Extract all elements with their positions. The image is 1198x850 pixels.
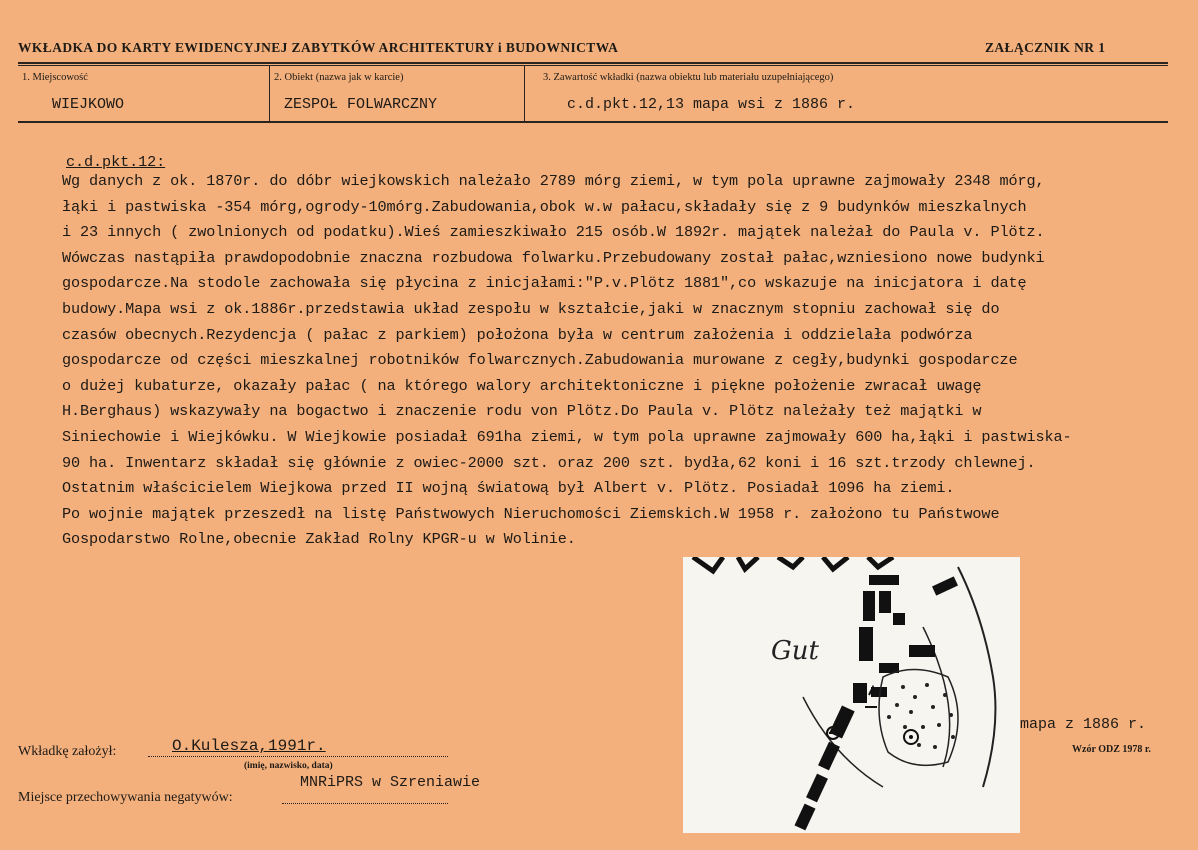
field-locality-label: 1. Miejscowość	[22, 72, 88, 83]
historic-map-image	[683, 557, 1020, 833]
field-content-label: 3. Zawartość wkładki (nazwa obiektu lub materiału uzupełniającego)	[543, 72, 834, 83]
attachment-number: ZAŁĄCZNIK NR 1	[985, 40, 1106, 55]
field-object-label: 2. Obiekt (nazwa jak w karcie)	[274, 72, 404, 83]
body-line: Ostatnim właścicielem Wiejkowa przed II wojną światową był Albert v. Plötz. Posiadał 1096 ha ziemi.	[62, 479, 955, 498]
field-object-value: ZESPOŁ FOLWARCZNY	[284, 96, 438, 113]
body-line: łąki i pastwiska -354 mórg,ogrody-10mórg.Zabudowania,obok w.w pałacu,składały się z 9 budynków mieszkalnych	[62, 197, 1027, 216]
body-line: Po wojnie majątek przeszedł na listę Państwowych Nieruchomości Ziemskich.W 1958 r. założono tu Państwowe	[62, 504, 1000, 523]
map-drawing	[683, 557, 1020, 833]
body-line: gospodarcze.Na stodole zachowała się płycina z inicjałami:"P.v.Plötz 1881",co wskazuje na inicjatora i datę	[62, 274, 1027, 293]
map-label: Gut	[771, 636, 819, 666]
storage-label: Miejsce przechowywania negatywów:	[18, 790, 233, 805]
form-title: WKŁADKA DO KARTY EWIDENCYJNEJ ZABYTKÓW ARCHITEKTURY i BUDOWNICTWA	[18, 40, 619, 55]
storage-value: MNRiPRS w Szreniawie	[300, 774, 481, 791]
field-locality	[18, 66, 270, 122]
body-line: 90 ha. Inwentarz składał się głównie z owiec-2000 szt. oraz 200 szt. bydła,62 koni i 16 szt.trzody chlewnej.	[62, 453, 1036, 472]
body-line: Gospodarstwo Rolne,obecnie Zakład Rolny KPGR-u w Wolinie.	[62, 530, 576, 549]
body-line: czasów obecnych.Rezydencja ( pałac z parkiem) położona była w centrum założenia i oddzielała podwórza	[62, 325, 973, 344]
body-line: gospodarcze od części mieszkalnej robotników folwarcznych.Zabudowania murowane z cegły,budynki gospodarcze	[62, 351, 1018, 370]
author-dotted-line	[148, 756, 448, 757]
map-caption: mapa z 1886 r.	[1020, 716, 1147, 733]
author-value: O.Kulesza,1991r.	[172, 737, 326, 755]
fields-bottom-rule	[18, 121, 1168, 123]
body-line: budowy.Mapa wsi z ok.1886r.przedstawia układ zespołu w kształcie,jaki w znacznym stopniu zachował się do	[62, 300, 1000, 318]
body-line: i 23 innych ( zwolnionych od podatku).Wieś zamieszkiwało 215 osób.W 1892r. majątek należał do Paula v. Plötz.	[62, 223, 1045, 242]
body-line: Siniechowie i Wiejkówku. W Wiejkowie posiadał 691ha ziemi, w tym pola uprawne zajmowały 600 ha,łąki i pastwiska-	[62, 428, 1072, 446]
field-locality-value: WIEJKOWO	[52, 96, 125, 113]
body-line: H.Berghaus) wskazywały na bogactwo i znaczenie rodu von Plötz.Do Paula v. Plötz należały też majątki w	[62, 402, 982, 421]
author-hint: (imię, nazwisko, data)	[244, 761, 333, 771]
body-line: Wg danych z ok. 1870r. do dóbr wiejkowskich należało 2789 mórg ziemi, w tym pola uprawne zajmowały 2348 mórg,	[62, 172, 1045, 190]
body-line: o dużej kubaturze, okazały pałac ( na którego walory architektoniczne i piękne położenie zwracał uwagę	[62, 376, 982, 395]
field-object	[270, 66, 525, 122]
author-label: Wkładkę założył:	[18, 744, 117, 759]
body-line: Wówczas nastąpiła prawdopodobnie znaczna rozbudowa folwarku.Przebudowany został pałac,wzniesiono nowe budynki	[62, 248, 1045, 267]
header-rule	[18, 62, 1168, 64]
field-content-value: c.d.pkt.12,13 mapa wsi z 1886 r.	[567, 96, 856, 113]
form-code: Wzór ODZ 1978 r.	[1072, 744, 1151, 755]
field-content	[525, 66, 1168, 122]
body-heading: c.d.pkt.12:	[66, 153, 166, 171]
storage-dotted-line	[282, 803, 448, 804]
